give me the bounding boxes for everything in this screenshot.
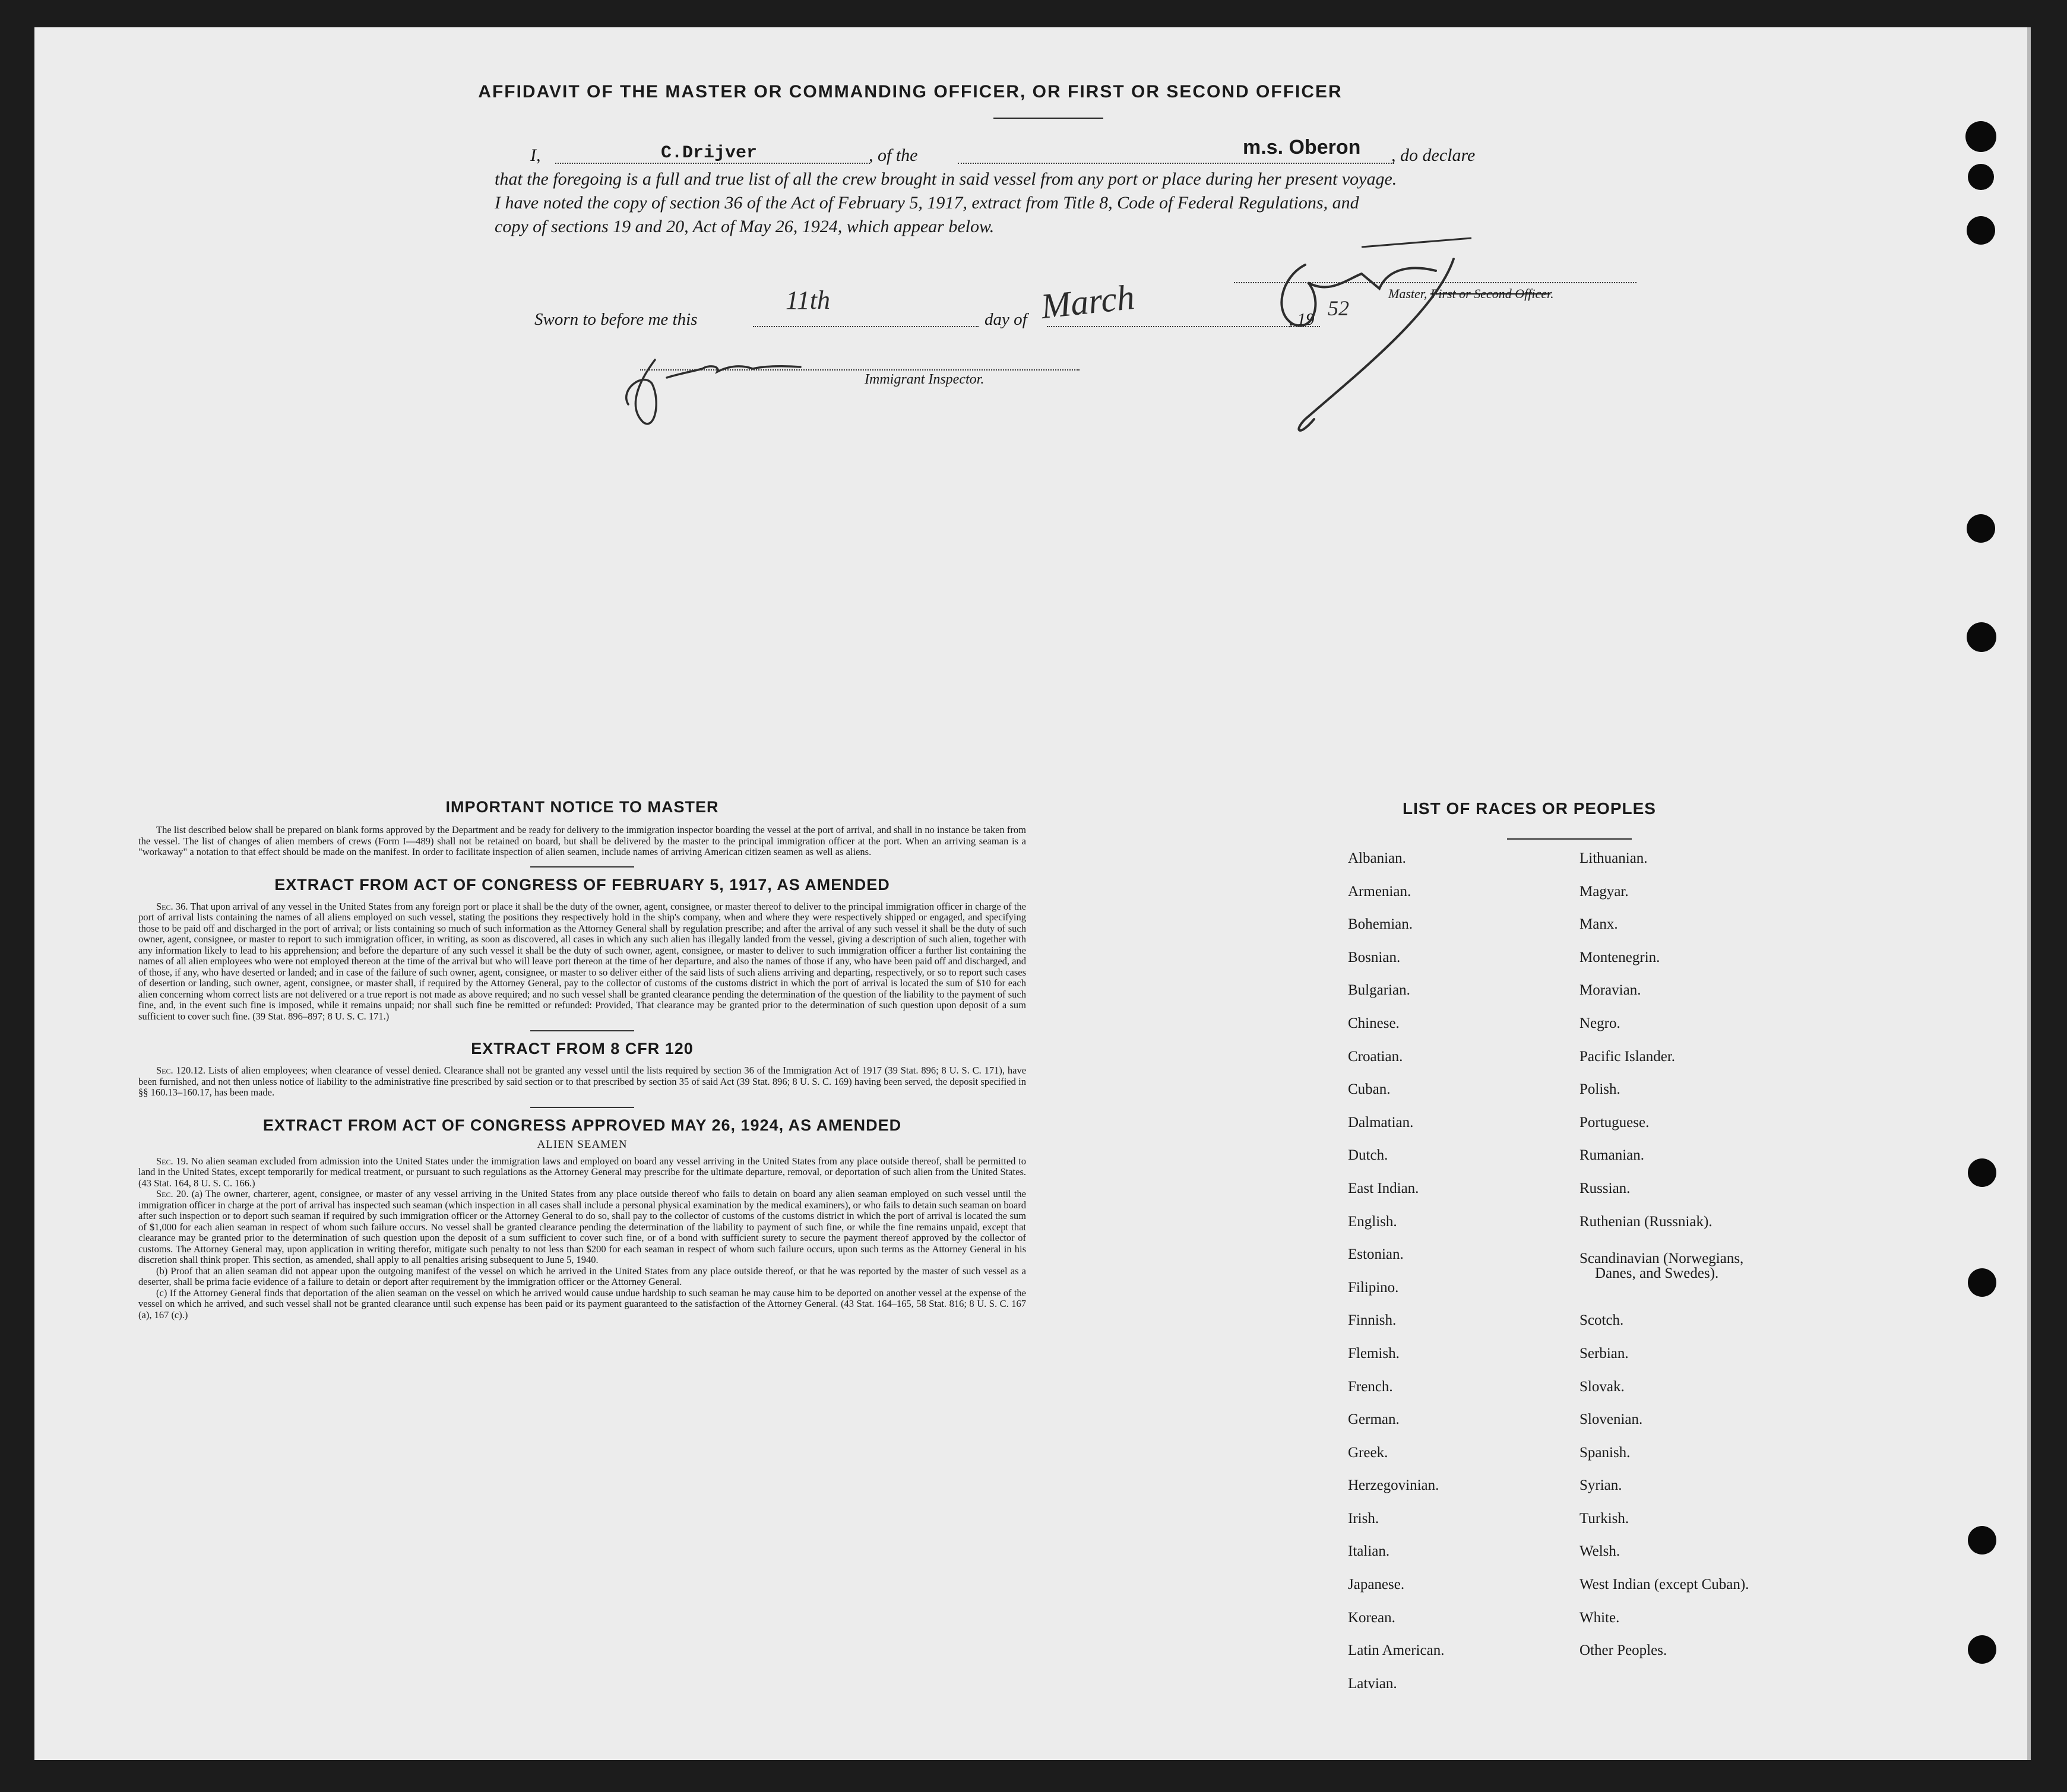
race-item: Dutch. — [1348, 1147, 1388, 1164]
year-prefix: , 19 — [1289, 310, 1315, 329]
race-item: Turkish. — [1579, 1510, 1629, 1527]
races-column-2 — [1579, 850, 1749, 1676]
races-column-1 — [1348, 850, 1444, 1708]
sworn-day-handwritten: 11th — [786, 286, 830, 315]
race-item: Flemish. — [1348, 1345, 1400, 1362]
year-handwritten: 52 — [1328, 296, 1349, 320]
binder-hole-icon — [1967, 514, 1995, 543]
race-item: Slovak. — [1579, 1378, 1625, 1395]
master-label: Master, First or Second Officer. — [1388, 286, 1554, 301]
race-item: Greek. — [1348, 1444, 1388, 1461]
race-item: English. — [1348, 1213, 1397, 1230]
race-item: Latin American. — [1348, 1642, 1445, 1659]
race-item: Scandinavian (Norwegians, Danes, and Swedes). — [1579, 1250, 1744, 1282]
race-item: Chinese. — [1348, 1015, 1400, 1031]
notice-column — [138, 798, 1026, 1321]
race-item: Bulgarian. — [1348, 982, 1410, 999]
race-item: Filipino. — [1348, 1279, 1399, 1296]
extract-1924-title: EXTRACT FROM ACT OF CONGRESS APPROVED MAY 26, 1924, AS AMENDED — [262, 1116, 902, 1134]
affidavit-title: AFFIDAVIT OF THE MASTER OR COMMANDING OFFICER, OR FIRST OR SECOND OFFICER — [478, 82, 1343, 102]
race-item: Serbian. — [1579, 1345, 1629, 1362]
race-item: Other Peoples. — [1579, 1642, 1667, 1659]
extract-cfr-title: EXTRACT FROM 8 CFR 120 — [471, 1040, 694, 1058]
officer-name: C.Drijver — [661, 143, 758, 163]
race-item: Manx. — [1579, 916, 1618, 933]
race-item: Irish. — [1348, 1510, 1379, 1527]
notice-text: The list described below shall be prepared on blank forms approved by the Department and be ready for delivery to the immigration inspector boarding the vessel at the port of arrival, and shall in no instance be taken from the vessel. The list of changes of alien members of crews (Form I—489) shall not be retained on board, but shall be delivered by the master to the principal immigration officer at the port. When an arriving seaman is a "workaway" a notation to that effect should be made on the manifest. In order to facilitate inspection of alien seamen, include names of arriving American citizen seamen as well as aliens. — [138, 824, 1026, 857]
binder-hole-icon — [1968, 1268, 1996, 1297]
race-item: German. — [1348, 1411, 1400, 1428]
inspector-signature-line — [640, 369, 1080, 371]
race-item: Italian. — [1348, 1543, 1390, 1560]
race-item: Finnish. — [1348, 1312, 1397, 1329]
vessel-fill-line — [958, 162, 1394, 164]
master-signature — [1258, 223, 1531, 449]
race-item: Lithuanian. — [1579, 850, 1648, 866]
document-sheet — [34, 27, 2031, 1760]
race-item: Magyar. — [1579, 883, 1629, 900]
race-item: Albanian. — [1348, 850, 1406, 866]
binder-hole-icon — [1967, 622, 1996, 652]
extract-1924-text: Sec. 19. No alien seaman excluded from admission into the United States under the immigration laws and employed on board any vessel arriving in the United States from any place outside thereof, shall be permitted to land in the United States, except temporarily for medical treatment, or pursuant to such regulations as the Attorney General may prescribe for the ultimate departure, removal, or deportation of such alien from the United States. (43 Stat. 164, 8 U. S. C. 166.) Sec. 20. (a) The owner, charterer, agent, consignee, or master of any vessel arriving in the United States from any place outside thereof who fails to detain on board any alien seaman employed on such vessel until the immigration officer in charge at the port of arrival has inspected such seaman (which inspection in all cases shall include a personal physical examination by the medical examiners), or who fails to detain such seaman on board after such inspection or to deport such seaman if required by such immigration officer or the Attorney General to do so, shall pay to the collector of customs of the customs district in which the port of arrival is located the sum of $1,000 for each alien seaman in respect of whom such failure occurs. No vessel shall be granted clearance pending the determination of the liability to payment of such fine, or while the fine remains unpaid, except that clearance may be granted prior to the determination of such question upon the deposit of a sum sufficient to cover such fine, or of a bond with sufficient surety to secure the payment thereof approved by the collector of customs. The Attorney General may, upon application in writing therefor, mitigate such penalty to not less than $200 for each seaman in respect of whom such failure occurs, upon such terms as the Attorney General in his discretion shall think proper. This section, as amended, shall apply to all penalties arising subsequent to June 5, 1940. (b) Proof that an alien seaman did not appear upon the outgoing manifest of the vessel on which he arrived in the United States from any place outside thereof, or that he was reported by the master of such vessel as a deserter, shall be prima facie evidence of a failure to detain or deport after requirement by the immigration officer or the Attorney General. (c) If the Attorney General finds that deportation of the alien seaman on the vessel on which he arrived would cause undue hardship to such seaman he may cause him to be deported on another vessel at the expense of the vessel on which he arrived, and such vessel shall not be granted clearance until such expense has been paid or its payment guaranteed to the satisfaction of the Attorney General. (43 Stat. 164–165, 58 Stat. 816; 8 U. S. C. 167 (a), 167 (c).) — [138, 1155, 1027, 1321]
race-item: Welsh. — [1579, 1543, 1620, 1560]
race-item: Ruthenian (Russniak). — [1579, 1213, 1713, 1230]
race-item: Bosnian. — [1348, 949, 1401, 965]
race-item: Montenegrin. — [1579, 949, 1660, 965]
race-item: Negro. — [1579, 1015, 1620, 1031]
declaration-line: copy of sections 19 and 20, Act of May 26, 1924, which appear below. — [495, 217, 995, 236]
race-item: Spanish. — [1579, 1444, 1631, 1461]
struck-officer-text: First or Second Officer — [1430, 286, 1551, 301]
race-item: Herzegovinian. — [1348, 1477, 1439, 1494]
declaration-line: that the foregoing is a full and true list of all the crew brought in said vessel from any port or place during her present voyage. — [495, 169, 1397, 189]
race-item: Portuguese. — [1579, 1114, 1650, 1131]
section-divider — [530, 1030, 634, 1031]
section-divider — [530, 866, 634, 867]
race-item: Bohemian. — [1348, 916, 1413, 933]
binder-hole-icon — [1968, 164, 1994, 190]
sworn-month-handwritten: March — [1039, 277, 1137, 327]
race-item: West Indian (except Cuban). — [1579, 1576, 1749, 1593]
race-item: Polish. — [1579, 1081, 1620, 1098]
race-item: Scotch. — [1579, 1312, 1624, 1329]
i-word: I, — [530, 145, 541, 165]
binder-hole-icon — [1968, 1158, 1996, 1187]
race-item: Russian. — [1579, 1180, 1631, 1196]
notice-title: IMPORTANT NOTICE TO MASTER — [445, 798, 719, 816]
race-item: Slovenian. — [1579, 1411, 1643, 1428]
binder-hole-icon — [1967, 216, 1995, 245]
declaration-line: I have noted the copy of section 36 of the Act of February 5, 1917, extract from Title 8, Code of Federal Regulations, and — [495, 193, 1359, 213]
title-rule — [993, 118, 1103, 119]
section-divider — [530, 1107, 634, 1108]
race-item: Cuban. — [1348, 1081, 1391, 1098]
race-item: French. — [1348, 1378, 1393, 1395]
race-item: Dalmatian. — [1348, 1114, 1414, 1131]
races-title: LIST OF RACES OR PEOPLES — [1403, 799, 1656, 818]
race-item: Estonian. — [1348, 1246, 1404, 1263]
race-item: East Indian. — [1348, 1180, 1419, 1196]
race-item: Moravian. — [1579, 982, 1641, 999]
race-item: Armenian. — [1348, 883, 1411, 900]
race-item: Pacific Islander. — [1579, 1048, 1676, 1065]
page-edge — [2027, 27, 2031, 1760]
vessel-name: m.s. Oberon — [1243, 136, 1361, 159]
race-item: Croatian. — [1348, 1048, 1403, 1065]
race-item: Rumanian. — [1579, 1147, 1645, 1164]
sworn-prefix: Sworn to before me this — [534, 310, 698, 329]
race-item: Syrian. — [1579, 1477, 1622, 1494]
do-declare-text: , do declare — [1391, 145, 1476, 165]
extract-cfr-text: Sec. 120.12. Lists of alien employees; when clearance of vessel denied. Clearance shall not be granted any vessel until the lists required by section 36 of the Immigration Act of 1917 (39 Stat. 896; 8 U. S. C. 171), have been furnished, and not then unless notice of liability to the administrative fine prescribed by said section or to that prescribed by section 35 of said Act (39 Stat. 896; 8 U. S. C. 169) having been served, the deposit specified in §§ 160.13–160.17, has been made. — [138, 1065, 1027, 1098]
binder-hole-icon — [1968, 1526, 1996, 1554]
race-item: Korean. — [1348, 1609, 1395, 1626]
race-item: Japanese. — [1348, 1576, 1405, 1593]
extract-1917-title: EXTRACT FROM ACT OF CONGRESS OF FEBRUARY 5, 1917, AS AMENDED — [274, 875, 890, 894]
binder-hole-icon — [1965, 121, 1996, 152]
of-the-text: , of the — [869, 145, 918, 165]
races-title-rule — [1507, 838, 1632, 840]
binder-hole-icon — [1968, 1635, 1996, 1664]
race-item: Latvian. — [1348, 1675, 1397, 1692]
inspector-label: Immigrant Inspector. — [865, 372, 985, 387]
declaration-first-line — [495, 136, 1644, 167]
race-item: White. — [1579, 1609, 1620, 1626]
day-fill-line — [753, 325, 979, 327]
alien-seamen-subhead: ALIEN SEAMEN — [537, 1138, 628, 1151]
day-of-text: day of — [985, 310, 1027, 329]
inspector-signature — [602, 348, 827, 443]
extract-1917-text: Sec. 36. That upon arrival of any vessel in the United States from any foreign port or place it shall be the duty of the owner, agent, consignee, or master thereof to deliver to the principal immigration officer in charge of the port of arrival lists containing the names of all aliens employed on such vessel, stating the positions they respectively hold in the ship's company, when and where they were respectively shipped or engaged, and specifying those to be paid off and discharged in the port of arrival; or lists containing so much of such information as the Attorney General shall by regulation prescribe; and after the arrival of any such vessel it shall be the duty of such owner, agent, consignee, or master to report to such immigration officer, in writing, as soon as discovered, all cases in which any such alien has illegally landed from the vessel, giving a description of such alien, together with any information likely to lead to his apprehension; and before the departure of any such vessel it shall be the duty of such owner, agent, consignee, or master to deliver to such immigration officer a further list containing the names of all alien employees who were not employed thereon at the time of the arrival but who will leave port thereon at the time of her departure, and also the names of those if any, who have been paid off and discharged, and of those, if any, who have deserted or landed; and in case of the failure of such owner, agent, consignee, or master to so deliver either of the said lists of such aliens arriving and departing, respectively, or so to report such cases of desertion or landing, such owner, agent, consignee, or master shall, if required by the Attorney General, pay to the collector of customs of the customs district in which the port of arrival is located the sum of $10 for each alien concerning whom correct lists are not delivered or a true report is not made as above required; and no such vessel shall be granted clearance pending the determination of the question of the liability to the payment of such fine, and, in the event such fine is imposed, while it remains unpaid; nor shall such fine be remitted or refunded: Provided, That clearance may be granted prior to the determination of such question upon deposit of a sum sufficient to cover such fine. (39 Stat. 896–897; 8 U. S. C. 171.) — [138, 900, 1027, 1022]
